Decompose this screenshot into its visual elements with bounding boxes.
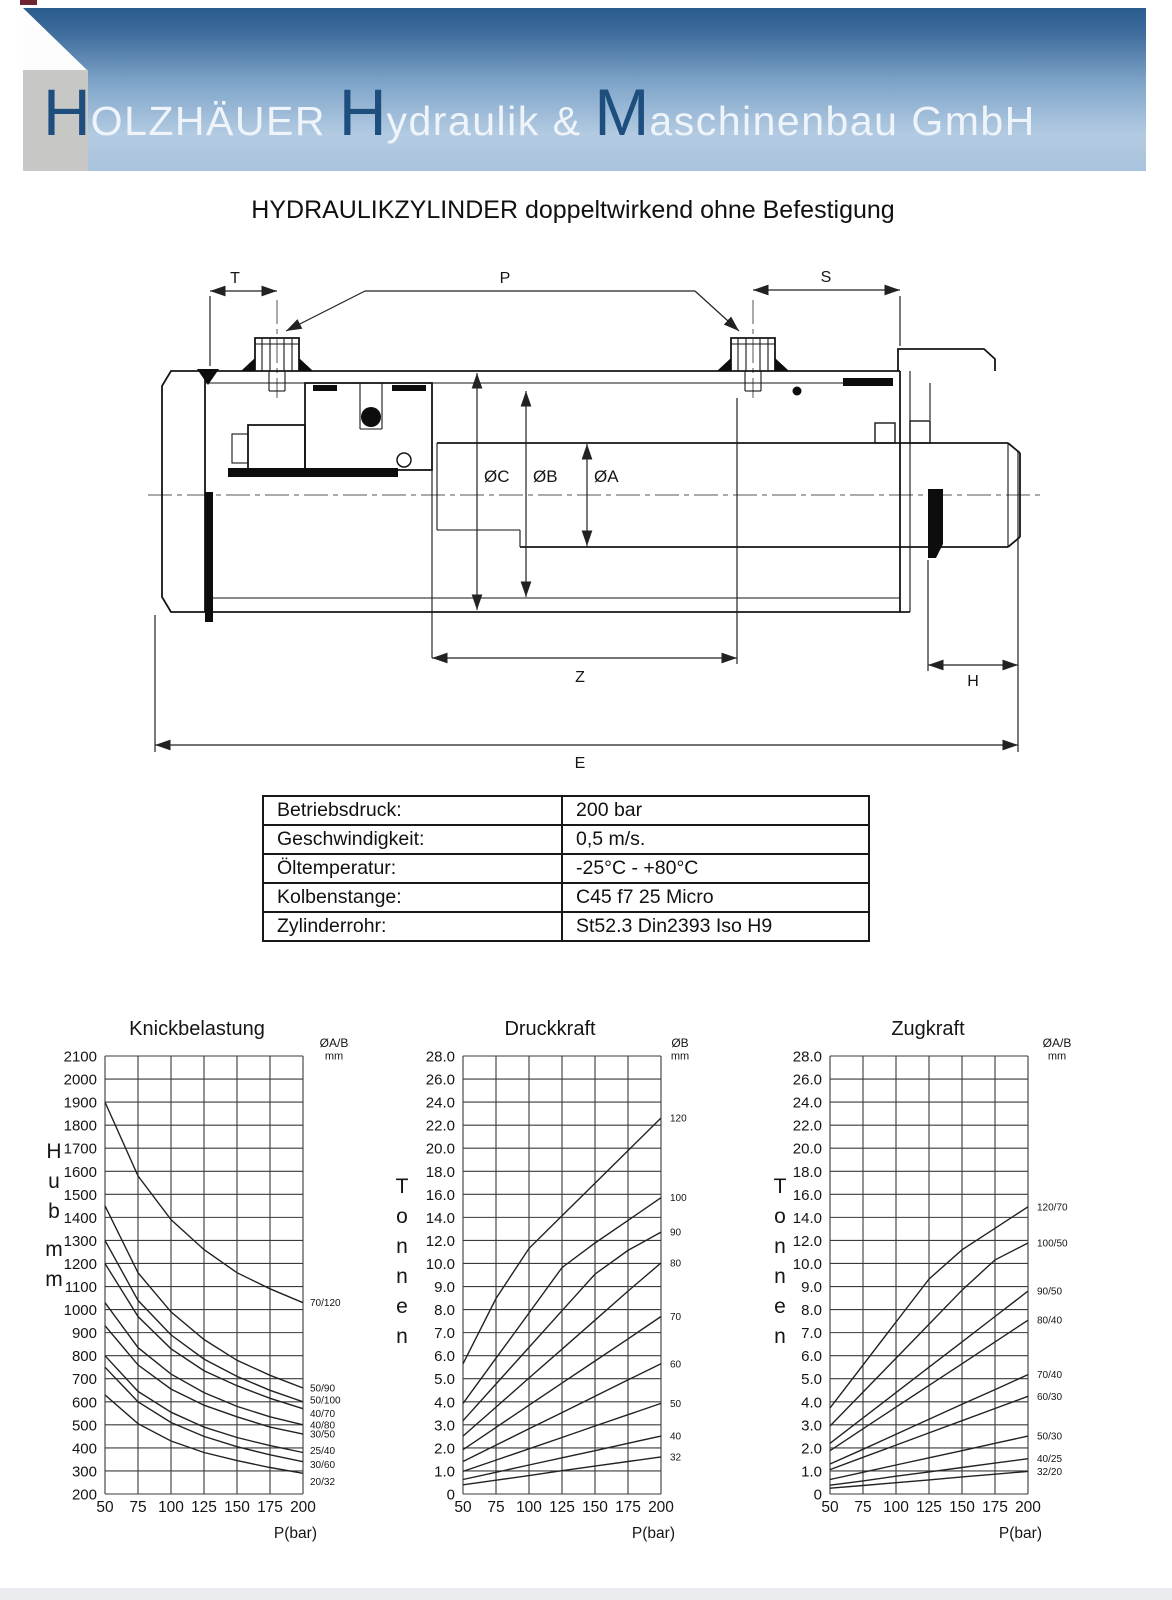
series-label: 40 xyxy=(670,1431,682,1443)
chart-title: Zugkraft xyxy=(891,1018,965,1040)
spec-value: 200 bar xyxy=(562,796,869,825)
series-label: 40/25 xyxy=(1037,1454,1063,1466)
y-tick-label: 1200 xyxy=(63,1255,97,1273)
legend-unit: mm xyxy=(324,1050,344,1063)
series-label: 40/70 xyxy=(310,1409,336,1421)
series-label: 40/80 xyxy=(310,1420,336,1432)
series-label: 120 xyxy=(670,1113,687,1125)
x-tick-label: 75 xyxy=(487,1499,505,1516)
series-label: 50/30 xyxy=(1037,1431,1063,1443)
y-tick-label: 22.0 xyxy=(792,1117,822,1135)
x-tick-label: 75 xyxy=(129,1499,147,1516)
y-tick-label: 28.0 xyxy=(792,1048,822,1066)
piston-rod xyxy=(437,443,1020,558)
series-label: 70 xyxy=(670,1311,682,1323)
y-tick-label: 5.0 xyxy=(801,1371,822,1389)
series-label: 80/40 xyxy=(1037,1315,1063,1327)
y-tick-label: 2000 xyxy=(63,1071,97,1089)
y-tick-label: 1000 xyxy=(63,1302,97,1320)
y-tick-label: 800 xyxy=(71,1348,97,1366)
y-tick-label: 3.0 xyxy=(801,1417,822,1435)
y-axis-label: b xyxy=(48,1200,60,1223)
y-tick-label: 4.0 xyxy=(434,1394,455,1412)
series-label: 50/90 xyxy=(310,1383,336,1395)
x-tick-label: 125 xyxy=(549,1499,575,1516)
spec-label: Geschwindigkeit: xyxy=(263,825,562,854)
y-tick-label: 2.0 xyxy=(434,1440,455,1458)
series-label: 100 xyxy=(670,1193,687,1205)
y-tick-label: 7.0 xyxy=(434,1325,455,1343)
y-tick-label: 7.0 xyxy=(801,1325,822,1343)
y-tick-label: 1600 xyxy=(63,1163,97,1181)
y-axis-label: n xyxy=(774,1265,786,1288)
x-tick-label: 200 xyxy=(290,1499,316,1516)
spec-row xyxy=(263,854,869,883)
dim-label-Z: Z xyxy=(575,669,585,686)
x-tick-label: 150 xyxy=(224,1499,250,1516)
y-tick-label: 500 xyxy=(71,1417,97,1435)
y-tick-label: 24.0 xyxy=(425,1094,455,1112)
spec-row xyxy=(263,912,869,941)
y-tick-label: 2.0 xyxy=(801,1440,822,1458)
y-tick-label: 20.0 xyxy=(792,1140,822,1158)
dim-E xyxy=(155,615,1018,772)
series-label: 80 xyxy=(670,1258,682,1270)
chart-zugkraft xyxy=(745,995,1090,1553)
logo-accent-mark xyxy=(20,0,37,5)
rod-thread xyxy=(928,489,943,558)
legend-title: ØA/B xyxy=(319,1036,349,1050)
dim-T xyxy=(210,270,277,366)
spec-value: 0,5 m/s. xyxy=(562,825,869,854)
dim-S xyxy=(753,269,900,346)
series-label: 90/50 xyxy=(1037,1286,1063,1298)
spec-label: Zylinderrohr: xyxy=(263,912,562,941)
piston-seal xyxy=(228,468,398,477)
chart-title: Druckkraft xyxy=(504,1018,596,1040)
series-label: 100/50 xyxy=(1037,1238,1068,1250)
dim-diameter-C xyxy=(477,373,510,610)
piston xyxy=(228,383,432,658)
brand-word: OLZHÄUER xyxy=(90,98,339,144)
y-tick-label: 9.0 xyxy=(434,1279,455,1297)
y-tick-label: 1900 xyxy=(63,1094,97,1112)
y-tick-label: 10.0 xyxy=(792,1255,822,1273)
y-tick-label: 300 xyxy=(71,1463,97,1481)
x-axis-label: P(bar) xyxy=(273,1525,317,1542)
y-tick-label: 18.0 xyxy=(425,1163,455,1181)
y-axis-label: u xyxy=(48,1170,60,1193)
y-axis-label: m xyxy=(45,1238,63,1261)
x-tick-label: 100 xyxy=(158,1499,184,1516)
vent-dot xyxy=(793,387,802,396)
brand-initial: H xyxy=(43,75,91,149)
y-tick-label: 5.0 xyxy=(434,1371,455,1389)
dim-label-T: T xyxy=(230,270,240,287)
series-label: 25/40 xyxy=(310,1446,336,1458)
y-tick-label: 6.0 xyxy=(801,1348,822,1366)
page-title: HYDRAULIKZYLINDER doppeltwirkend ohne Befestigung xyxy=(251,196,895,224)
dim-label-P: P xyxy=(499,270,511,287)
y-axis-label: e xyxy=(396,1295,408,1318)
y-tick-label: 4.0 xyxy=(801,1394,822,1412)
chart-title: Knickbelastung xyxy=(129,1018,265,1040)
y-axis-label: n xyxy=(396,1235,408,1258)
chart-druckkraft xyxy=(388,995,733,1553)
x-tick-label: 175 xyxy=(982,1499,1008,1516)
spec-row xyxy=(263,825,869,854)
cylinder-drawing xyxy=(140,252,1040,780)
y-axis-label: H xyxy=(46,1140,62,1163)
y-axis-label: n xyxy=(396,1265,408,1288)
y-axis-label: m xyxy=(45,1268,63,1291)
x-tick-label: 75 xyxy=(854,1499,872,1516)
series-label: 70/40 xyxy=(1037,1370,1063,1382)
rod-gland xyxy=(793,349,996,443)
series-label: 30/60 xyxy=(310,1460,336,1472)
series-label: 32/20 xyxy=(1037,1466,1063,1478)
y-tick-label: 12.0 xyxy=(425,1232,455,1250)
dim-label-E: E xyxy=(574,755,586,772)
o-ring xyxy=(361,407,381,427)
dim-diameter-B xyxy=(526,391,558,597)
y-tick-label: 8.0 xyxy=(434,1302,455,1320)
y-axis-label: n xyxy=(396,1325,408,1348)
legend-title: ØB xyxy=(671,1036,689,1050)
gland-seal xyxy=(843,378,893,386)
y-tick-label: 16.0 xyxy=(425,1186,455,1204)
series-label: 60/30 xyxy=(1037,1391,1063,1403)
y-tick-label: 26.0 xyxy=(425,1071,455,1089)
series-label: 32 xyxy=(670,1452,682,1464)
y-axis-label: e xyxy=(774,1295,786,1318)
y-tick-label: 1100 xyxy=(64,1279,97,1297)
x-tick-label: 125 xyxy=(191,1499,217,1516)
y-tick-label: 0 xyxy=(813,1486,822,1504)
x-tick-label: 100 xyxy=(883,1499,909,1516)
x-tick-label: 150 xyxy=(949,1499,975,1516)
series-label: 50/100 xyxy=(310,1395,341,1407)
spec-row xyxy=(263,883,869,912)
x-tick-label: 50 xyxy=(821,1499,839,1516)
series-label: 70/120 xyxy=(310,1298,341,1310)
x-axis-label: P(bar) xyxy=(998,1525,1042,1542)
company-banner xyxy=(23,8,1146,171)
y-tick-label: 26.0 xyxy=(792,1071,822,1089)
x-tick-label: 50 xyxy=(96,1499,114,1516)
y-tick-label: 900 xyxy=(71,1325,97,1343)
o-ring-small xyxy=(397,453,411,467)
y-tick-label: 22.0 xyxy=(425,1117,455,1135)
x-tick-label: 100 xyxy=(516,1499,542,1516)
centerlines xyxy=(148,300,1040,495)
company-name xyxy=(43,75,1036,149)
y-tick-label: 3.0 xyxy=(434,1417,455,1435)
y-tick-label: 6.0 xyxy=(434,1348,455,1366)
footer-band xyxy=(0,1588,1172,1600)
y-tick-label: 200 xyxy=(71,1486,97,1504)
y-tick-label: 700 xyxy=(71,1371,97,1389)
x-tick-label: 175 xyxy=(257,1499,283,1516)
y-axis-label: T xyxy=(395,1175,409,1198)
specs-table xyxy=(262,795,870,942)
spec-row xyxy=(263,796,869,825)
dim-label-OA: ØA xyxy=(594,467,619,486)
dim-label-OC: ØC xyxy=(484,467,510,486)
y-tick-label: 1400 xyxy=(63,1209,97,1227)
dim-Z xyxy=(432,398,737,686)
series-label: 120/70 xyxy=(1037,1202,1068,1214)
y-tick-label: 0 xyxy=(446,1486,455,1504)
dim-label-H: H xyxy=(967,673,979,690)
legend-unit: mm xyxy=(670,1050,690,1063)
legend-unit: mm xyxy=(1047,1050,1067,1063)
y-tick-label: 16.0 xyxy=(792,1186,822,1204)
y-tick-label: 28.0 xyxy=(425,1048,455,1066)
brand-initial: M xyxy=(594,75,650,149)
y-axis-label: T xyxy=(773,1175,787,1198)
y-tick-label: 600 xyxy=(71,1394,97,1412)
x-tick-label: 150 xyxy=(582,1499,608,1516)
y-tick-label: 400 xyxy=(71,1440,97,1458)
y-tick-label: 2100 xyxy=(63,1048,97,1066)
y-tick-label: 8.0 xyxy=(801,1302,822,1320)
y-tick-label: 18.0 xyxy=(792,1163,822,1181)
series-label: 50 xyxy=(670,1398,682,1410)
logo-triangle xyxy=(23,8,88,71)
dim-label-S: S xyxy=(820,269,832,286)
brand-word: aschinenbau GmbH xyxy=(649,98,1036,144)
spec-value: St52.3 Din2393 Iso H9 xyxy=(562,912,869,941)
y-tick-label: 12.0 xyxy=(792,1232,822,1250)
series-label: 20/32 xyxy=(310,1476,336,1488)
brand-word: ydraulik & xyxy=(386,98,595,144)
y-tick-label: 20.0 xyxy=(425,1140,455,1158)
dim-label-OB: ØB xyxy=(533,467,558,486)
y-tick-label: 1.0 xyxy=(434,1463,455,1481)
series-label: 90 xyxy=(670,1227,682,1239)
spec-label: Öltemperatur: xyxy=(263,854,562,883)
y-tick-label: 1800 xyxy=(63,1117,97,1135)
x-tick-label: 50 xyxy=(454,1499,472,1516)
spec-value: -25°C - +80°C xyxy=(562,854,869,883)
legend-title: ØA/B xyxy=(1042,1036,1072,1050)
x-tick-label: 200 xyxy=(648,1499,674,1516)
y-axis-label: n xyxy=(774,1235,786,1258)
y-tick-label: 9.0 xyxy=(801,1279,822,1297)
chart-knickbelastung xyxy=(40,995,385,1553)
y-tick-label: 1500 xyxy=(63,1186,97,1204)
y-axis-label: o xyxy=(774,1205,786,1228)
y-tick-label: 1300 xyxy=(63,1232,97,1250)
y-tick-label: 1.0 xyxy=(801,1463,822,1481)
y-tick-label: 14.0 xyxy=(792,1209,822,1227)
series-label: 60 xyxy=(670,1359,682,1371)
x-axis-label: P(bar) xyxy=(631,1525,675,1542)
x-tick-label: 200 xyxy=(1015,1499,1041,1516)
y-tick-label: 24.0 xyxy=(792,1094,822,1112)
specs-table-body xyxy=(263,796,869,941)
dim-P xyxy=(286,270,739,331)
spec-label: Kolbenstange: xyxy=(263,883,562,912)
brand-initial: H xyxy=(338,75,387,149)
y-axis-label: o xyxy=(396,1205,408,1228)
series-label: 30/50 xyxy=(310,1429,336,1441)
spec-value: C45 f7 25 Micro xyxy=(562,883,869,912)
y-tick-label: 1700 xyxy=(63,1140,97,1158)
spec-label: Betriebsdruck: xyxy=(263,796,562,825)
y-axis-label: n xyxy=(774,1325,786,1348)
y-tick-label: 10.0 xyxy=(425,1255,455,1273)
x-tick-label: 175 xyxy=(615,1499,641,1516)
y-tick-label: 14.0 xyxy=(425,1209,455,1227)
x-tick-label: 125 xyxy=(916,1499,942,1516)
seal-bar xyxy=(205,492,213,622)
